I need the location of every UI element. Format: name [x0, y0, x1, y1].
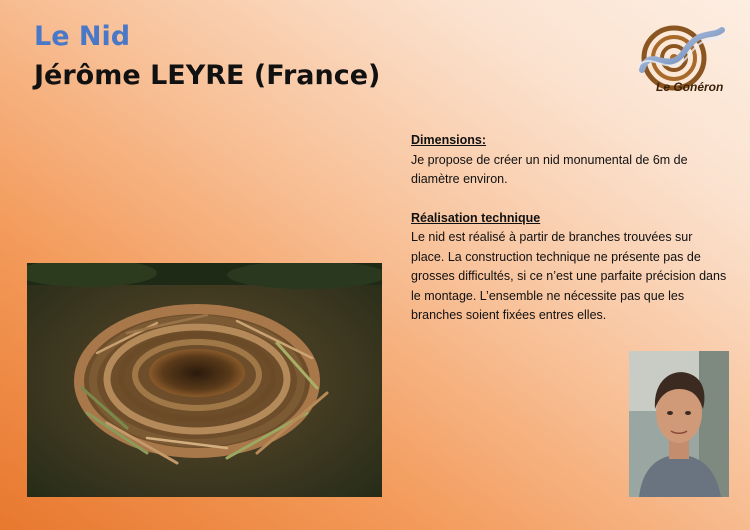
description-block [411, 131, 729, 326]
nest-photo [27, 263, 382, 497]
dimensions-text: Je propose de créer un nid monumental de 6m de diamètre environ. [411, 152, 688, 186]
artist-name: Jérôme LEYRE (France) [34, 60, 381, 91]
dimensions-heading: Dimensions: [411, 133, 487, 147]
realisation-heading: Réalisation technique [411, 210, 541, 225]
realisation-text: Le nid est réalisé à partir de branches trouvées sur place. La construction technique ne présente pas de grosses difficultés, si ce n’est une parfaite précision dans le montage. L’ensemble ne nécessite pas que les branches soient fixées entres elles. [411, 230, 727, 322]
slide-title: Le Nid [34, 21, 131, 52]
artist-portrait-photo [629, 351, 729, 497]
logo-text: Le Gonéron [656, 80, 724, 94]
